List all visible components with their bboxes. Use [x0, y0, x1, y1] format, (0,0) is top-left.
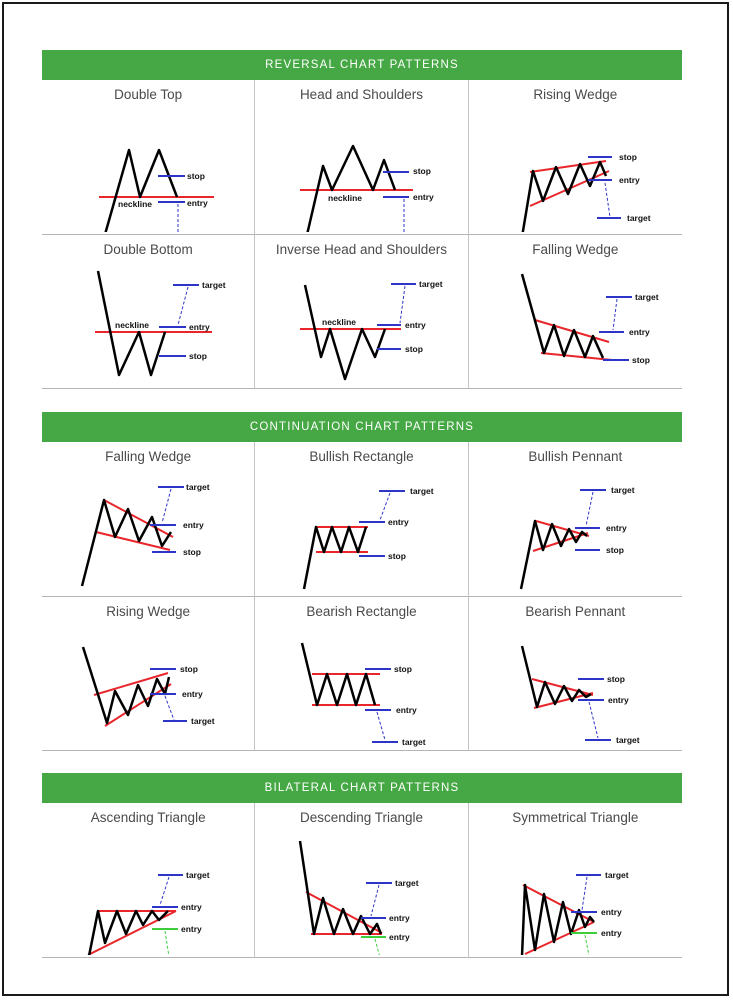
stop-label: stop — [618, 152, 637, 162]
price-line — [304, 527, 366, 589]
pattern-title: Double Top — [114, 87, 183, 102]
short-target-connector — [165, 931, 170, 955]
target-label: target — [615, 735, 640, 745]
stop-label: stop — [606, 674, 625, 684]
stop-label: stop — [180, 664, 198, 674]
rising-wedge-diagram — [469, 104, 682, 232]
price-line — [520, 162, 606, 232]
price-line — [82, 500, 171, 586]
target-label: target — [191, 716, 215, 726]
pattern-card-rising-wedge — [469, 80, 682, 235]
entry-label: entry — [600, 907, 622, 917]
target-label: target — [395, 878, 419, 888]
short-entry-label: entry — [600, 928, 622, 938]
target-label: target — [610, 485, 635, 495]
entry-label: entry — [389, 913, 411, 923]
pattern-card-symmetrical-triangle — [469, 803, 682, 958]
section-banner: BILATERAL CHART PATTERNS — [42, 773, 682, 803]
upper-trendline — [535, 320, 609, 342]
pattern-card-ascending-triangle — [42, 803, 255, 958]
target-connector — [162, 489, 171, 523]
bullish-pennant-diagram — [469, 466, 682, 594]
section-banner: REVERSAL CHART PATTERNS — [42, 50, 682, 80]
upper-trendline — [530, 161, 606, 172]
descending-triangle-diagram — [255, 827, 468, 955]
section-banner: CONTINUATION CHART PATTERNS — [42, 412, 682, 442]
head-and-shoulders-diagram — [255, 104, 468, 232]
target-connector — [178, 287, 188, 325]
pattern-card-falling-wedge-reversal — [469, 235, 682, 389]
pattern-card-bullish-rectangle — [255, 442, 468, 597]
pattern-title: Inverse Head and Shoulders — [275, 242, 448, 257]
pattern-card-double-top — [42, 80, 255, 235]
entry-label: entry — [405, 320, 427, 330]
target-label: target — [626, 213, 651, 223]
target-connector — [586, 492, 593, 526]
target-connector — [380, 493, 390, 520]
entry-label: entry — [388, 517, 410, 527]
target-connector — [160, 877, 169, 905]
inverse-head-and-shoulders-diagram — [255, 259, 468, 387]
target-connector — [165, 696, 174, 720]
price-line — [522, 646, 591, 707]
target-connector — [605, 183, 610, 217]
pattern-card-double-bottom — [42, 235, 255, 389]
stop-label: stop — [388, 551, 407, 561]
pattern-title: Falling Wedge — [532, 242, 619, 257]
entry-label: entry — [628, 327, 650, 337]
bullish-rectangle-diagram — [255, 466, 468, 594]
double-top-diagram — [42, 104, 255, 232]
price-line — [521, 521, 587, 589]
pattern-card-bearish-rectangle — [255, 597, 468, 751]
short-entry-label: entry — [389, 932, 411, 942]
price-line — [521, 885, 594, 955]
pattern-title: Descending Triangle — [299, 810, 424, 825]
stop-label: stop — [631, 355, 650, 365]
stop-label: stop — [605, 545, 624, 555]
continuation-section — [42, 412, 682, 751]
falling-wedge-continuation-diagram — [42, 466, 255, 594]
entry-label: entry — [607, 695, 629, 705]
target-label: target — [410, 486, 434, 496]
bearish-pennant-diagram — [469, 621, 682, 749]
target-label: target — [634, 292, 659, 302]
pattern-title: Bullish Rectangle — [309, 449, 414, 464]
double-bottom-diagram — [42, 259, 255, 387]
target-label: target — [186, 870, 210, 880]
stop-label: stop — [413, 166, 432, 176]
pattern-card-head-and-shoulders — [255, 80, 468, 235]
target-connector — [371, 885, 379, 916]
pattern-title: Bearish Pennant — [525, 604, 626, 619]
short-entry-label: entry — [181, 924, 202, 934]
short-target-connector — [375, 939, 384, 955]
entry-label: entry — [183, 520, 204, 530]
stop-label: stop — [394, 664, 413, 674]
rising-wedge-continuation-diagram — [42, 621, 255, 749]
entry-label: entry — [396, 705, 418, 715]
reversal-section — [42, 50, 682, 389]
pattern-card-descending-triangle — [255, 803, 468, 958]
pattern-title: Falling Wedge — [105, 449, 192, 464]
short-target-connector — [585, 935, 592, 955]
pattern-title: Rising Wedge — [106, 604, 191, 619]
entry-label: entry — [413, 192, 435, 202]
pattern-title: Double Bottom — [103, 242, 193, 257]
pattern-title: Bearish Rectangle — [306, 604, 417, 619]
price-line — [84, 911, 168, 955]
price-line — [300, 841, 381, 934]
neckline-label: neckline — [322, 317, 357, 327]
target-connector — [400, 286, 405, 323]
stop-label: stop — [183, 547, 201, 557]
pattern-card-bearish-pennant — [469, 597, 682, 751]
neckline-label: neckline — [115, 320, 150, 330]
entry-label: entry — [187, 198, 208, 208]
pattern-title: Ascending Triangle — [90, 810, 206, 825]
target-connector — [613, 299, 617, 330]
stop-label: stop — [189, 351, 207, 361]
bilateral-section — [42, 773, 682, 958]
pattern-card-falling-wedge-continuation — [42, 442, 255, 597]
upper-trendline — [94, 673, 168, 695]
target-label: target — [202, 280, 226, 290]
pattern-card-bullish-pennant — [469, 442, 682, 597]
price-line — [100, 150, 177, 232]
target-label: target — [402, 737, 426, 747]
pattern-title: Rising Wedge — [533, 87, 618, 102]
falling-wedge-reversal-diagram — [469, 259, 682, 387]
target-label: target — [186, 482, 210, 492]
entry-label: entry — [618, 175, 640, 185]
entry-label: entry — [189, 322, 210, 332]
ascending-triangle-diagram — [42, 827, 255, 955]
neckline-label: neckline — [328, 193, 363, 203]
pattern-title: Symmetrical Triangle — [512, 810, 639, 825]
price-line — [305, 285, 385, 379]
stop-label: stop — [405, 344, 424, 354]
pattern-title: Bullish Pennant — [528, 449, 623, 464]
target-connector — [589, 702, 598, 738]
neckline-label: neckline — [118, 199, 153, 209]
stop-label: stop — [187, 171, 205, 181]
entry-label: entry — [182, 689, 203, 699]
pattern-title: Head and Shoulders — [299, 87, 424, 102]
bearish-rectangle-diagram — [255, 621, 468, 749]
price-line — [522, 274, 603, 358]
target-connector — [377, 712, 385, 740]
pattern-card-inverse-head-and-shoulders — [255, 235, 468, 389]
pattern-card-rising-wedge-continuation — [42, 597, 255, 751]
entry-label: entry — [181, 902, 202, 912]
target-label: target — [419, 279, 443, 289]
target-label: target — [604, 870, 629, 880]
target-connector — [582, 877, 587, 910]
entry-label: entry — [605, 523, 627, 533]
symmetrical-triangle-diagram — [469, 827, 682, 955]
